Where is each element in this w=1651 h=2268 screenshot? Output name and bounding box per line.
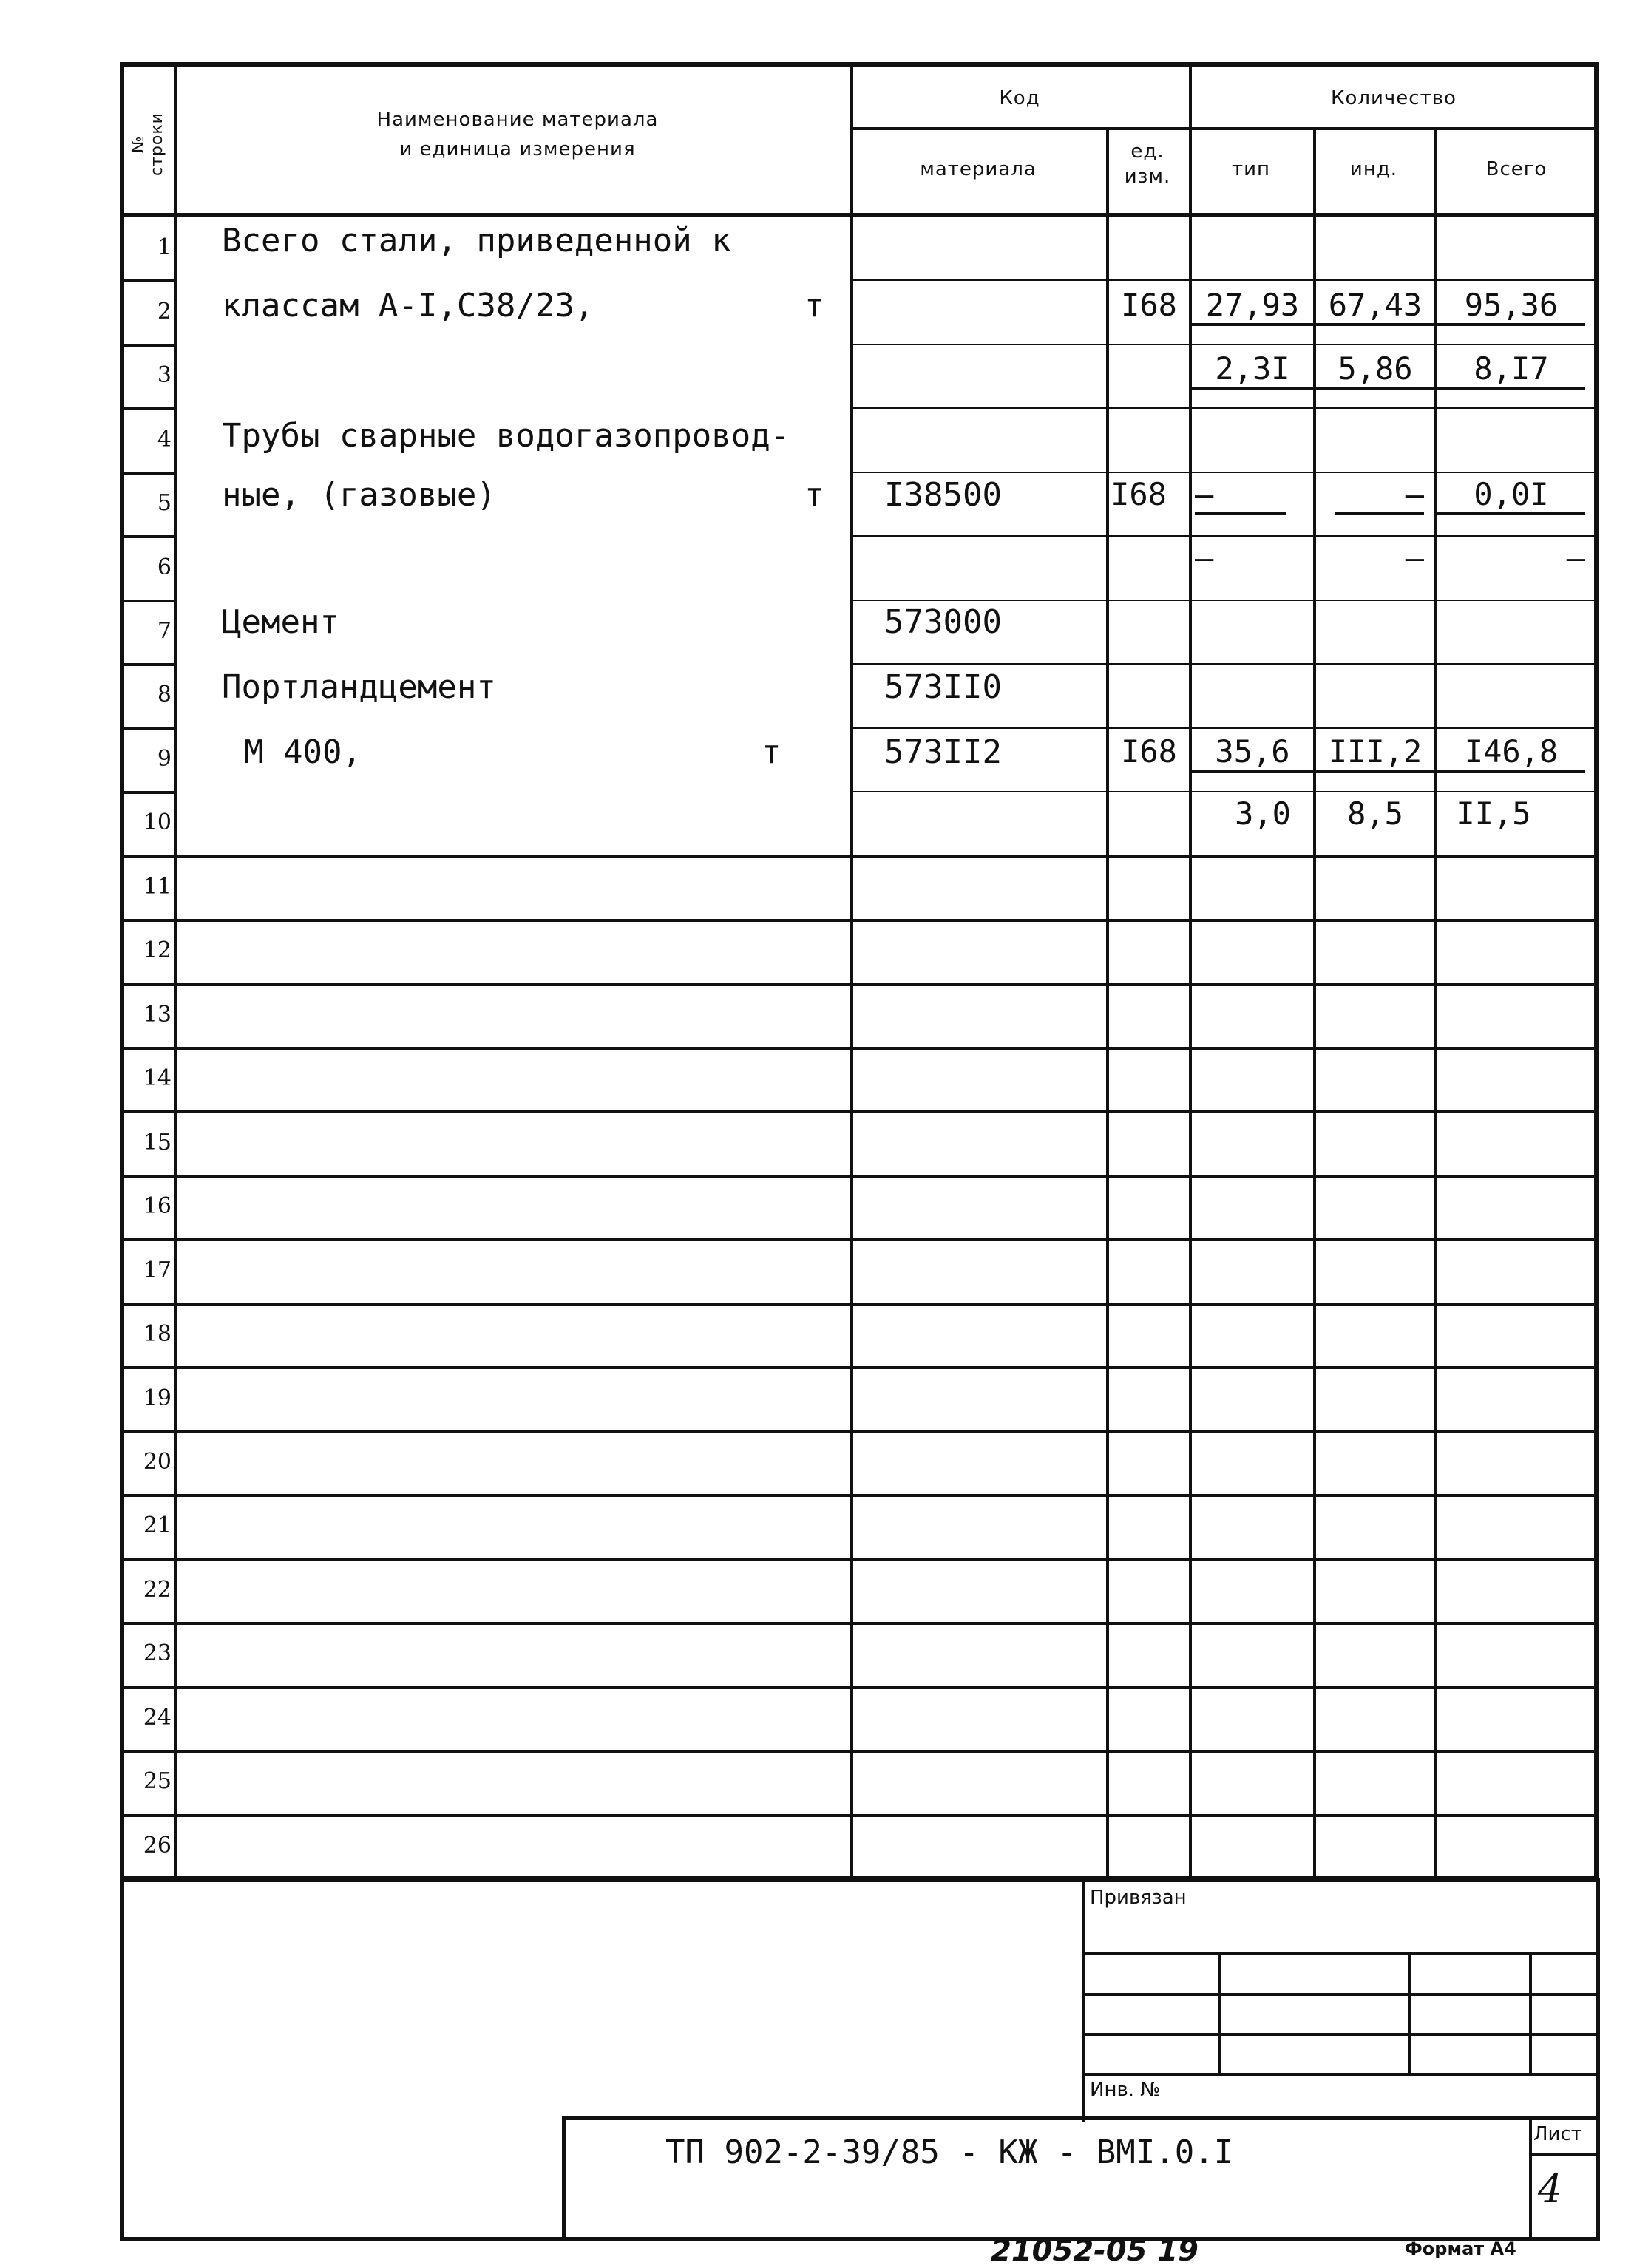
footer-handwritten-number: 21052-05 19 (991, 2234, 1199, 2268)
row5-name: ные, (газовые) (222, 476, 496, 514)
row9-tip: 35,6 (1192, 733, 1313, 773)
col-line-qty (1189, 62, 1192, 1881)
row8-code: 573II0 (884, 668, 1002, 706)
stamp-inv-label: Инв. № (1090, 2079, 1161, 2101)
cell-separator (850, 279, 1599, 281)
qty-tip-header: тип (1231, 158, 1271, 180)
row1-name: Всего стали, приведенной к (222, 222, 731, 259)
row-separator (120, 1622, 1599, 1625)
stamp-list-separator (1529, 2116, 1532, 2241)
row-separator (120, 855, 1599, 858)
row7-name: Цемент (222, 603, 339, 641)
unit-header: ед. изм. (1124, 140, 1171, 188)
cell-separator (850, 791, 1599, 792)
cell-separator (850, 407, 1599, 409)
header-bottom-line (120, 213, 1599, 217)
stamp-list-line (1529, 2153, 1600, 2156)
row-separator (120, 663, 174, 666)
row-separator (120, 1750, 1599, 1753)
row2-total: 95,36 (1437, 287, 1585, 326)
row-separator (120, 1110, 1599, 1113)
row-number: 9 (157, 746, 172, 772)
cell-separator (850, 535, 1599, 537)
row9-name: М 400, (244, 733, 362, 771)
col-line-code (850, 62, 853, 1881)
row-separator (120, 1494, 1599, 1497)
row-separator (120, 407, 174, 410)
row-separator (120, 1303, 1599, 1306)
row-number: 3 (157, 362, 172, 388)
row-number: 23 (143, 1640, 172, 1666)
row-separator (120, 279, 174, 282)
row-separator (120, 535, 174, 538)
row-number: 10 (143, 809, 172, 835)
row2-unit: I68 (1121, 287, 1177, 323)
row-number: 8 (157, 682, 172, 707)
row-number: 5 (157, 490, 172, 516)
row-separator (120, 1814, 1599, 1817)
row5-code: I38500 (884, 476, 1002, 514)
row-number: 6 (157, 554, 172, 580)
row-number: 12 (143, 937, 172, 963)
row-separator (120, 791, 174, 794)
footer-format: Формат А4 (1405, 2238, 1516, 2259)
stamp-grid-col-1 (1218, 1952, 1221, 2073)
stamp-grid-line-2 (1082, 1993, 1599, 1996)
row-number: 22 (143, 1577, 172, 1603)
row-separator (120, 1686, 1599, 1689)
row6-total: – (1566, 540, 1585, 576)
stamp-grid-col-3 (1529, 1952, 1532, 2073)
row6-tip: – (1195, 540, 1214, 576)
qty-total-header: Всего (1485, 158, 1547, 180)
row-separator (120, 472, 174, 475)
row-number: 20 (143, 1449, 172, 1475)
row9-total: I46,8 (1437, 733, 1585, 773)
row-number: 17 (143, 1257, 172, 1283)
row-number: 18 (143, 1321, 172, 1347)
row-separator (120, 1366, 1599, 1369)
col-line-ind (1434, 127, 1437, 1881)
stamp-document-code: ТП 902-2-39/85 - КЖ - ВМI.0.I (665, 2133, 1234, 2171)
row-separator (120, 1238, 1599, 1241)
code-material-header: материала (920, 158, 1037, 180)
col-line-name (174, 62, 177, 1881)
col-line-unit (1106, 127, 1109, 1881)
row-number: 21 (143, 1512, 172, 1538)
row-separator (120, 1175, 1599, 1178)
row-number: 19 (143, 1385, 172, 1411)
code-group-header: Код (999, 87, 1040, 109)
cell-separator (850, 472, 1599, 473)
row-number: 25 (143, 1768, 172, 1794)
row3-total: 8,I7 (1437, 350, 1585, 390)
row-number: 16 (143, 1193, 172, 1219)
row-number: 24 (143, 1705, 172, 1731)
row-number: 13 (143, 1002, 172, 1028)
row-separator (120, 600, 174, 602)
header-mid-line (850, 127, 1599, 130)
row-separator (120, 983, 1599, 986)
row-number: 4 (157, 427, 172, 452)
row-separator (120, 1558, 1599, 1561)
row2-name: классам А-I,С38/23, (222, 287, 594, 325)
stamp-privyazan-label: Привязан (1090, 1887, 1187, 1909)
stamp-list-number: 4 (1538, 2167, 1563, 2212)
cell-separator (850, 344, 1599, 345)
row-number: 14 (143, 1065, 172, 1091)
stamp-grid-col-2 (1408, 1952, 1411, 2073)
stamp-grid-line-4 (1082, 2073, 1599, 2076)
row10-ind: 8,5 (1347, 795, 1403, 832)
row5-unit-mark: т (804, 476, 824, 514)
stamp-left-border (120, 1878, 124, 2240)
row9-code: 573II2 (884, 733, 1002, 771)
row2-ind: 67,43 (1316, 287, 1434, 326)
table-frame (120, 62, 1599, 1881)
cell-separator (850, 727, 1599, 729)
stamp-grid-line-3 (1082, 2033, 1599, 2036)
row7-code: 573000 (884, 603, 1002, 641)
row-number: 26 (143, 1833, 172, 1858)
row10-tip: 3,0 (1235, 795, 1291, 832)
row-separator (120, 727, 174, 730)
stamp-grid-line-1 (1082, 1952, 1599, 1955)
row-number: 1 (157, 234, 172, 260)
col-line-tip (1313, 127, 1316, 1881)
row10-total: II,5 (1456, 795, 1531, 832)
row3-ind: 5,86 (1316, 350, 1434, 390)
quantity-group-header: Количество (1331, 87, 1457, 109)
row9-unit: I68 (1121, 733, 1177, 770)
row9-ind: III,2 (1316, 733, 1434, 773)
row-separator (120, 1430, 1599, 1433)
row2-unit-mark: т (804, 287, 824, 325)
row-number: 15 (143, 1130, 172, 1155)
row-number-header: № строки (129, 112, 166, 176)
stamp-top-line (120, 1878, 1599, 1882)
row6-ind: – (1405, 540, 1424, 576)
stamp-privyazan-left (1082, 1878, 1085, 2122)
row5-tip: – (1195, 476, 1286, 515)
qty-ind-header: инд. (1349, 158, 1398, 180)
stamp-list-label: Лист (1533, 2123, 1582, 2145)
row2-tip: 27,93 (1192, 287, 1313, 326)
row8-name: Портландцемент (222, 668, 496, 706)
row9-unit-mark: т (762, 733, 782, 771)
cell-separator (850, 663, 1599, 665)
row5-ind: – (1335, 476, 1424, 515)
row5-unit: I68 (1111, 476, 1167, 512)
row-number: 7 (157, 618, 172, 644)
row3-tip: 2,3I (1192, 350, 1313, 390)
row-separator (120, 919, 1599, 922)
row4-name: Трубы сварные водогазопровод- (222, 417, 790, 455)
row-number: 11 (143, 874, 172, 900)
row5-total: 0,0I (1437, 476, 1585, 515)
row-number: 2 (157, 299, 172, 325)
row-separator (120, 344, 174, 347)
name-column-header: Наименование материала и единица измерения (376, 109, 659, 160)
row-separator (120, 1047, 1599, 1050)
cell-separator (850, 600, 1599, 601)
